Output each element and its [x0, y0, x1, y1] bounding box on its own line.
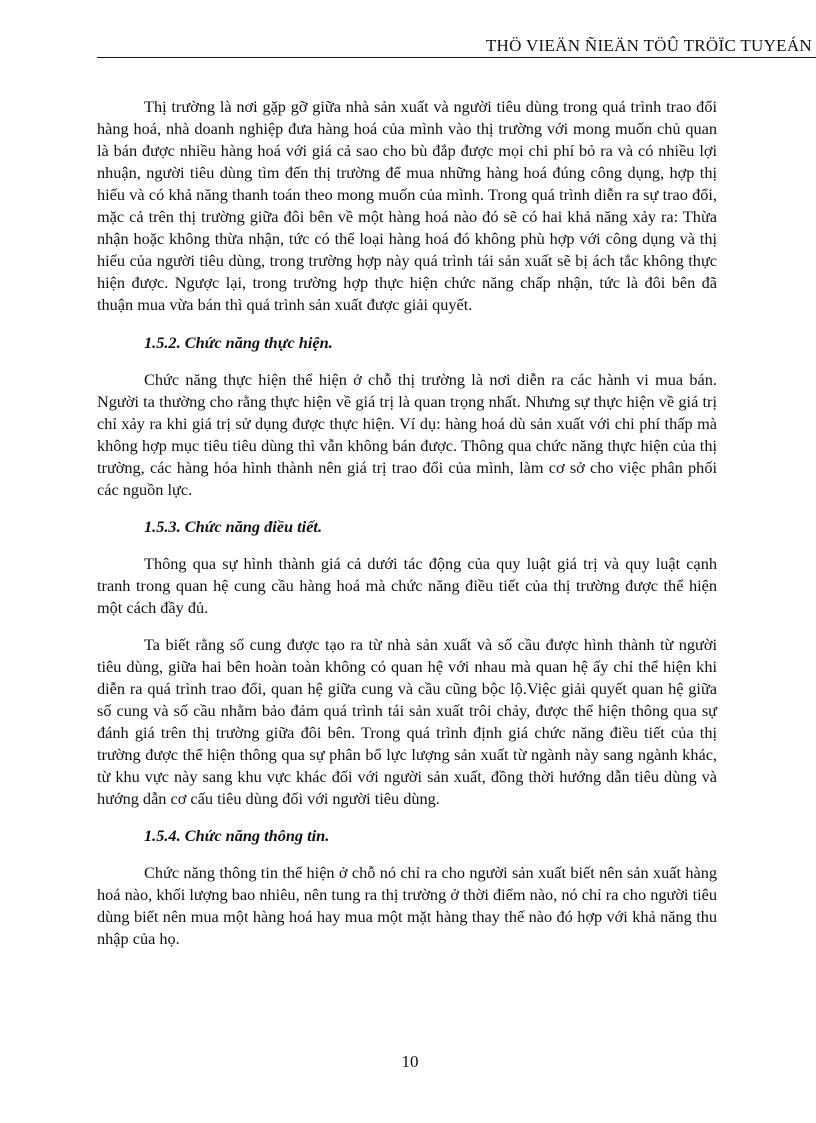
running-header: THÖ VIEÄN ÑIEÄN TÖÛ TRÖÏC TUYEÁN [485, 36, 812, 55]
paragraph-information-function: Chức năng thông tin thể hiện ở chỗ nó chỉ ra cho người sản xuất biết nên sản xuất hàng hoá nào, khối lượng bao nhiêu, nên tung ra thị trường ở thời điểm nào, nó chỉ ra cho người tiêu dùng biết nên mua một hàng hoá hay mua một mặt hàng thay thế nào đó hợp với khả năng thu nhập của họ. [97, 863, 717, 948]
paragraph-realization-function: Chức năng thực hiện thể hiện ở chỗ thị trường là nơi diễn ra các hành vi mua bán. Người ta thường cho rằng thực hiện về giá trị là quan trọng nhất. Nhưng sự thực hiện về giá trị chỉ xảy ra khi giá trị sử dụng được thực hiện. Ví dụ: hàng hoá dù sản xuất với chi phí thấp mà không hợp mục tiêu tiêu dùng thì vẫn không bán được. Thông qua chức năng thực hiện của thị trường, các hàng hóa hình thành nên giá trị trao đổi của mình, làm cơ sở cho việc phân phối các nguồn lực. [97, 370, 717, 499]
paragraph-market-acceptance: Thị trường là nơi gặp gỡ giữa nhà sản xuất và người tiêu dùng trong quá trình trao đổi hàng hoá, nhà doanh nghiệp đưa hàng hoá của mình vào thị trường với mong muốn chủ quan là bán được nhiều hàng hoá với giá cả sao cho bù đắp được mọi chi phí bỏ ra và có nhiều lợi nhuận, người tiêu dùng tìm đến thị trường để mua những hàng hoá đúng công dụng, hợp thị hiếu và có khả năng thanh toán theo mong muốn của mình. Trong quá trình diễn ra sự trao đổi, mặc cả trên thị trường giữa đôi bên về một hàng hoá nào đó sẽ có hai khả năng xảy ra: Thừa nhận hoặc không thừa nhận, tức có thể loại hàng hoá đó không phù hợp với công dụng và thị hiếu của người tiêu dùng, trong trường hợp này quá trình tái sản xuất sẽ bị ách tắc không thực hiện được. Ngược lại, trong trường hợp thực hiện chức năng chấp nhận, tức là đôi bên đã thuận mua vừa bán thì quá trình sản xuất được giải quyết. [97, 97, 717, 314]
paragraph-regulation-intro: Thông qua sự hình thành giá cả dưới tác động của quy luật giá trị và quy luật cạnh tranh trong quan hệ cung cầu hàng hoá mà chức năng điều tiết của thị trường được thể hiện một cách đầy đủ. [97, 554, 717, 617]
header-rule [97, 57, 816, 58]
page-number: 10 [401, 1052, 419, 1071]
section-heading-1-5-3: 1.5.3. Chức năng điều tiết. [144, 517, 323, 536]
page-body [97, 96, 717, 950]
section-heading-1-5-4: 1.5.4. Chức năng thông tin. [144, 826, 330, 845]
section-heading-1-5-2: 1.5.2. Chức năng thực hiện. [144, 333, 333, 352]
paragraph-supply-demand: Ta biết rằng số cung được tạo ra từ nhà sản xuất và số cầu được hình thành từ người tiêu dùng, giữa hai bên hoàn toàn không có quan hệ với nhau mà quan hệ ấy chỉ thể hiện khi diễn ra quá trình trao đổi, quan hệ giữa cung và cầu cũng bộc lộ.Việc giải quyết quan hệ giữa số cung và số cầu nhằm bảo đảm quá trình tái sản xuất trôi chảy, được thể hiện thông qua sự đánh giá trên thị trường giữa đôi bên. Trong quá trình định giá chức năng điều tiết của thị trường được thể hiện thông qua sự phân bổ lực lượng sản xuất từ ngành này sang ngành khác, từ khu vực này sang khu vực khác đối với người sản xuất, đồng thời hướng dẫn tiêu dùng và hướng dẫn cơ cấu tiêu dùng đối với người tiêu dùng. [97, 635, 717, 808]
